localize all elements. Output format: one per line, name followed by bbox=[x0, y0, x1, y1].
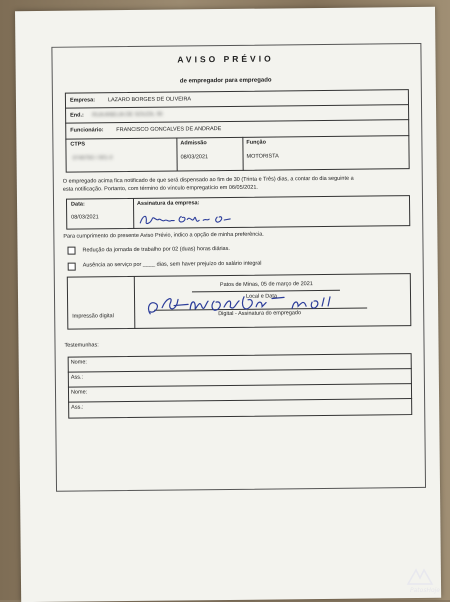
witness-2-ass-label: Ass.: bbox=[71, 404, 84, 411]
witness-2-nome-label: Nome: bbox=[70, 389, 88, 396]
aviso-previo-paper bbox=[15, 7, 441, 602]
admissao-label: Admissão bbox=[180, 140, 207, 147]
watermark-text: PatosHoje bbox=[410, 587, 440, 594]
patoshoje-logo-icon bbox=[406, 566, 434, 588]
option-reducao-label: Redução da jornada de trabalho por 02 (duas) horas diárias. bbox=[82, 245, 230, 254]
impressao-digital-label: Impressão digital bbox=[72, 313, 114, 320]
end-label: End.: bbox=[70, 112, 84, 119]
document-title: AVISO PRÉVIO bbox=[177, 53, 274, 65]
admissao-value: 08/03/2021 bbox=[180, 154, 209, 161]
empresa-value: LAZARO BORGES DE OLIVEIRA bbox=[107, 96, 192, 104]
witness-1-nome-label: Nome: bbox=[70, 359, 87, 366]
data-label: Data: bbox=[71, 201, 85, 208]
empresa-label: Empresa: bbox=[69, 97, 96, 104]
funcao-label: Função bbox=[246, 139, 266, 146]
ctps-value: 0749760 / 001-0 bbox=[72, 155, 113, 162]
notice-line-2: esta notificação. Portanto, com término do vínculo empregatício em 06/05/2021. bbox=[62, 184, 258, 193]
form-outer-border bbox=[51, 43, 426, 492]
funcionario-value: FRANCISCO GONCALVES DE ANDRADE bbox=[116, 126, 222, 134]
assinatura-empresa-label: Assinatura da empresa: bbox=[137, 200, 200, 207]
notice-line-1: O empregado acima fica notificado de que será dispensado ao fim de 30 (Trinta e Três) dias, a contar do dia seguinte a bbox=[62, 175, 354, 185]
assinatura-empregado-label: Digital - Assinatura do empregado bbox=[218, 310, 302, 318]
witness-1-ass-label: Ass.: bbox=[70, 374, 84, 381]
ctps-label: CTPS bbox=[70, 141, 86, 148]
funcionario-label: Funcionário: bbox=[70, 127, 104, 134]
testemunhas-title: Testemunhas: bbox=[64, 342, 99, 349]
data-value: 08/03/2021 bbox=[71, 214, 99, 221]
document-subtitle: de empregador para empregado bbox=[179, 77, 272, 85]
option-ausencia-label: Ausência ao serviço por ____ dias, sem haver prejuízo do salário integral bbox=[82, 260, 262, 269]
end-value: RUA ANELIA DE SOUZA, 96 bbox=[92, 111, 163, 119]
funcao-value: MOTORISTA bbox=[246, 153, 279, 160]
local-data-label: Local e Data bbox=[245, 293, 277, 300]
options-intro: Para cumprimento do presente Aviso Prévio, indico a opção de minha preferência. bbox=[63, 231, 264, 240]
place-date-value: Patos de Minas, 05 de março de 2021 bbox=[219, 281, 313, 289]
